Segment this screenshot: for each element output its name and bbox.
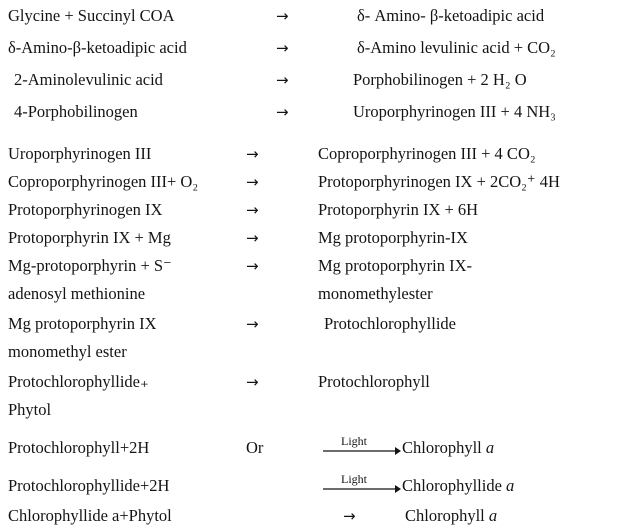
reaction-5-arrow: →: [246, 145, 259, 163]
reaction-11-right: Protochlorophyll: [318, 372, 430, 391]
reaction-12-or: Or: [246, 438, 264, 457]
reaction-8-left: Protoporphyrin IX + Mg: [8, 228, 171, 247]
reaction-13-arrow-icon: [323, 484, 401, 494]
reaction-11-left-cont: Phytol: [8, 400, 52, 419]
reaction-12-right-italic: a: [485, 438, 495, 457]
reaction-9-left-cont: adenosyl methionine: [8, 284, 146, 303]
reaction-5-right: Coproporphyrinogen III + 4 CO₂: [318, 144, 536, 163]
reaction-9-right-cont: monomethylester: [318, 284, 433, 303]
reaction-9-arrow: →: [246, 257, 259, 275]
reaction-7-left: Protoporphyrinogen IX: [8, 200, 163, 219]
reaction-13-right-italic: a: [506, 476, 515, 495]
reaction-12-light-label: Light: [341, 434, 367, 448]
reaction-2-arrow: →: [276, 39, 289, 57]
reaction-1-arrow: →: [276, 7, 289, 25]
reaction-1-left: Glycine + Succinyl COA: [8, 6, 175, 25]
reaction-14-right-main: Chlorophyll: [405, 506, 485, 525]
reaction-11-arrow: →: [246, 373, 259, 391]
reaction-14-right-italic: a: [488, 506, 498, 525]
reaction-4-arrow: →: [276, 103, 289, 121]
reaction-14-arrow: →: [343, 507, 356, 525]
reaction-14-left: Chlorophyllide a+Phytol: [8, 506, 172, 525]
reaction-4-left: 4-Porphobilinogen: [14, 102, 138, 121]
reaction-13-right-main: Chlorophyllide: [402, 476, 502, 495]
reaction-3-left: 2-Aminolevulinic acid: [14, 70, 163, 89]
reaction-8-right: Mg protoporphyrin-IX: [318, 228, 468, 247]
reaction-6-arrow: →: [246, 173, 259, 191]
reaction-12-arrow-icon: [323, 446, 401, 456]
reaction-12-left: Protochlorophyll+2H: [8, 438, 150, 457]
reaction-13-left: Protochlorophyllide+2H: [8, 476, 170, 495]
reaction-8-arrow: →: [246, 229, 259, 247]
reaction-12-right: [402, 438, 494, 458]
reaction-9-right: Mg protoporphyrin IX-: [318, 256, 472, 275]
reaction-10-left: Mg protoporphyrin IX: [8, 314, 157, 333]
reaction-7-right: Protoporphyrin IX + 6H: [318, 200, 479, 219]
reaction-13-right: [402, 476, 514, 496]
reaction-9-left: Mg-protoporphyrin + S⁻: [8, 256, 172, 275]
reaction-6-left: Coproporphyrinogen III+ O₂: [8, 172, 199, 191]
reaction-3-right: Porphobilinogen + 2 H₂ O: [353, 70, 527, 89]
reaction-2-right: δ-Amino levulinic acid + CO₂: [357, 38, 556, 57]
reaction-10-arrow: →: [246, 315, 259, 333]
reaction-12-right-main: Chlorophyll: [402, 438, 482, 457]
reaction-4-right: Uroporphyrinogen III + 4 NH₃: [353, 102, 556, 121]
reaction-2-left: δ-Amino-β-ketoadipic acid: [8, 38, 187, 57]
reaction-12-light-arrow: [323, 434, 399, 459]
reaction-7-arrow: →: [246, 201, 259, 219]
reaction-11-left: Protochlorophyllide₊: [8, 372, 149, 391]
reaction-13-light-label: Light: [341, 472, 367, 486]
reaction-14-right: [405, 506, 497, 526]
reaction-10-left-cont: monomethyl ester: [8, 342, 127, 361]
reaction-5-left: Uroporphyrinogen III: [8, 144, 152, 163]
reaction-3-arrow: →: [276, 71, 289, 89]
reaction-1-right: δ- Amino- β-ketoadipic acid: [357, 6, 545, 25]
reaction-13-light-arrow: [323, 472, 399, 497]
reaction-10-right: Protochlorophyllide: [324, 314, 456, 333]
reaction-6-right: Protoporphyrinogen IX + 2CO₂⁺ 4H: [318, 172, 560, 191]
